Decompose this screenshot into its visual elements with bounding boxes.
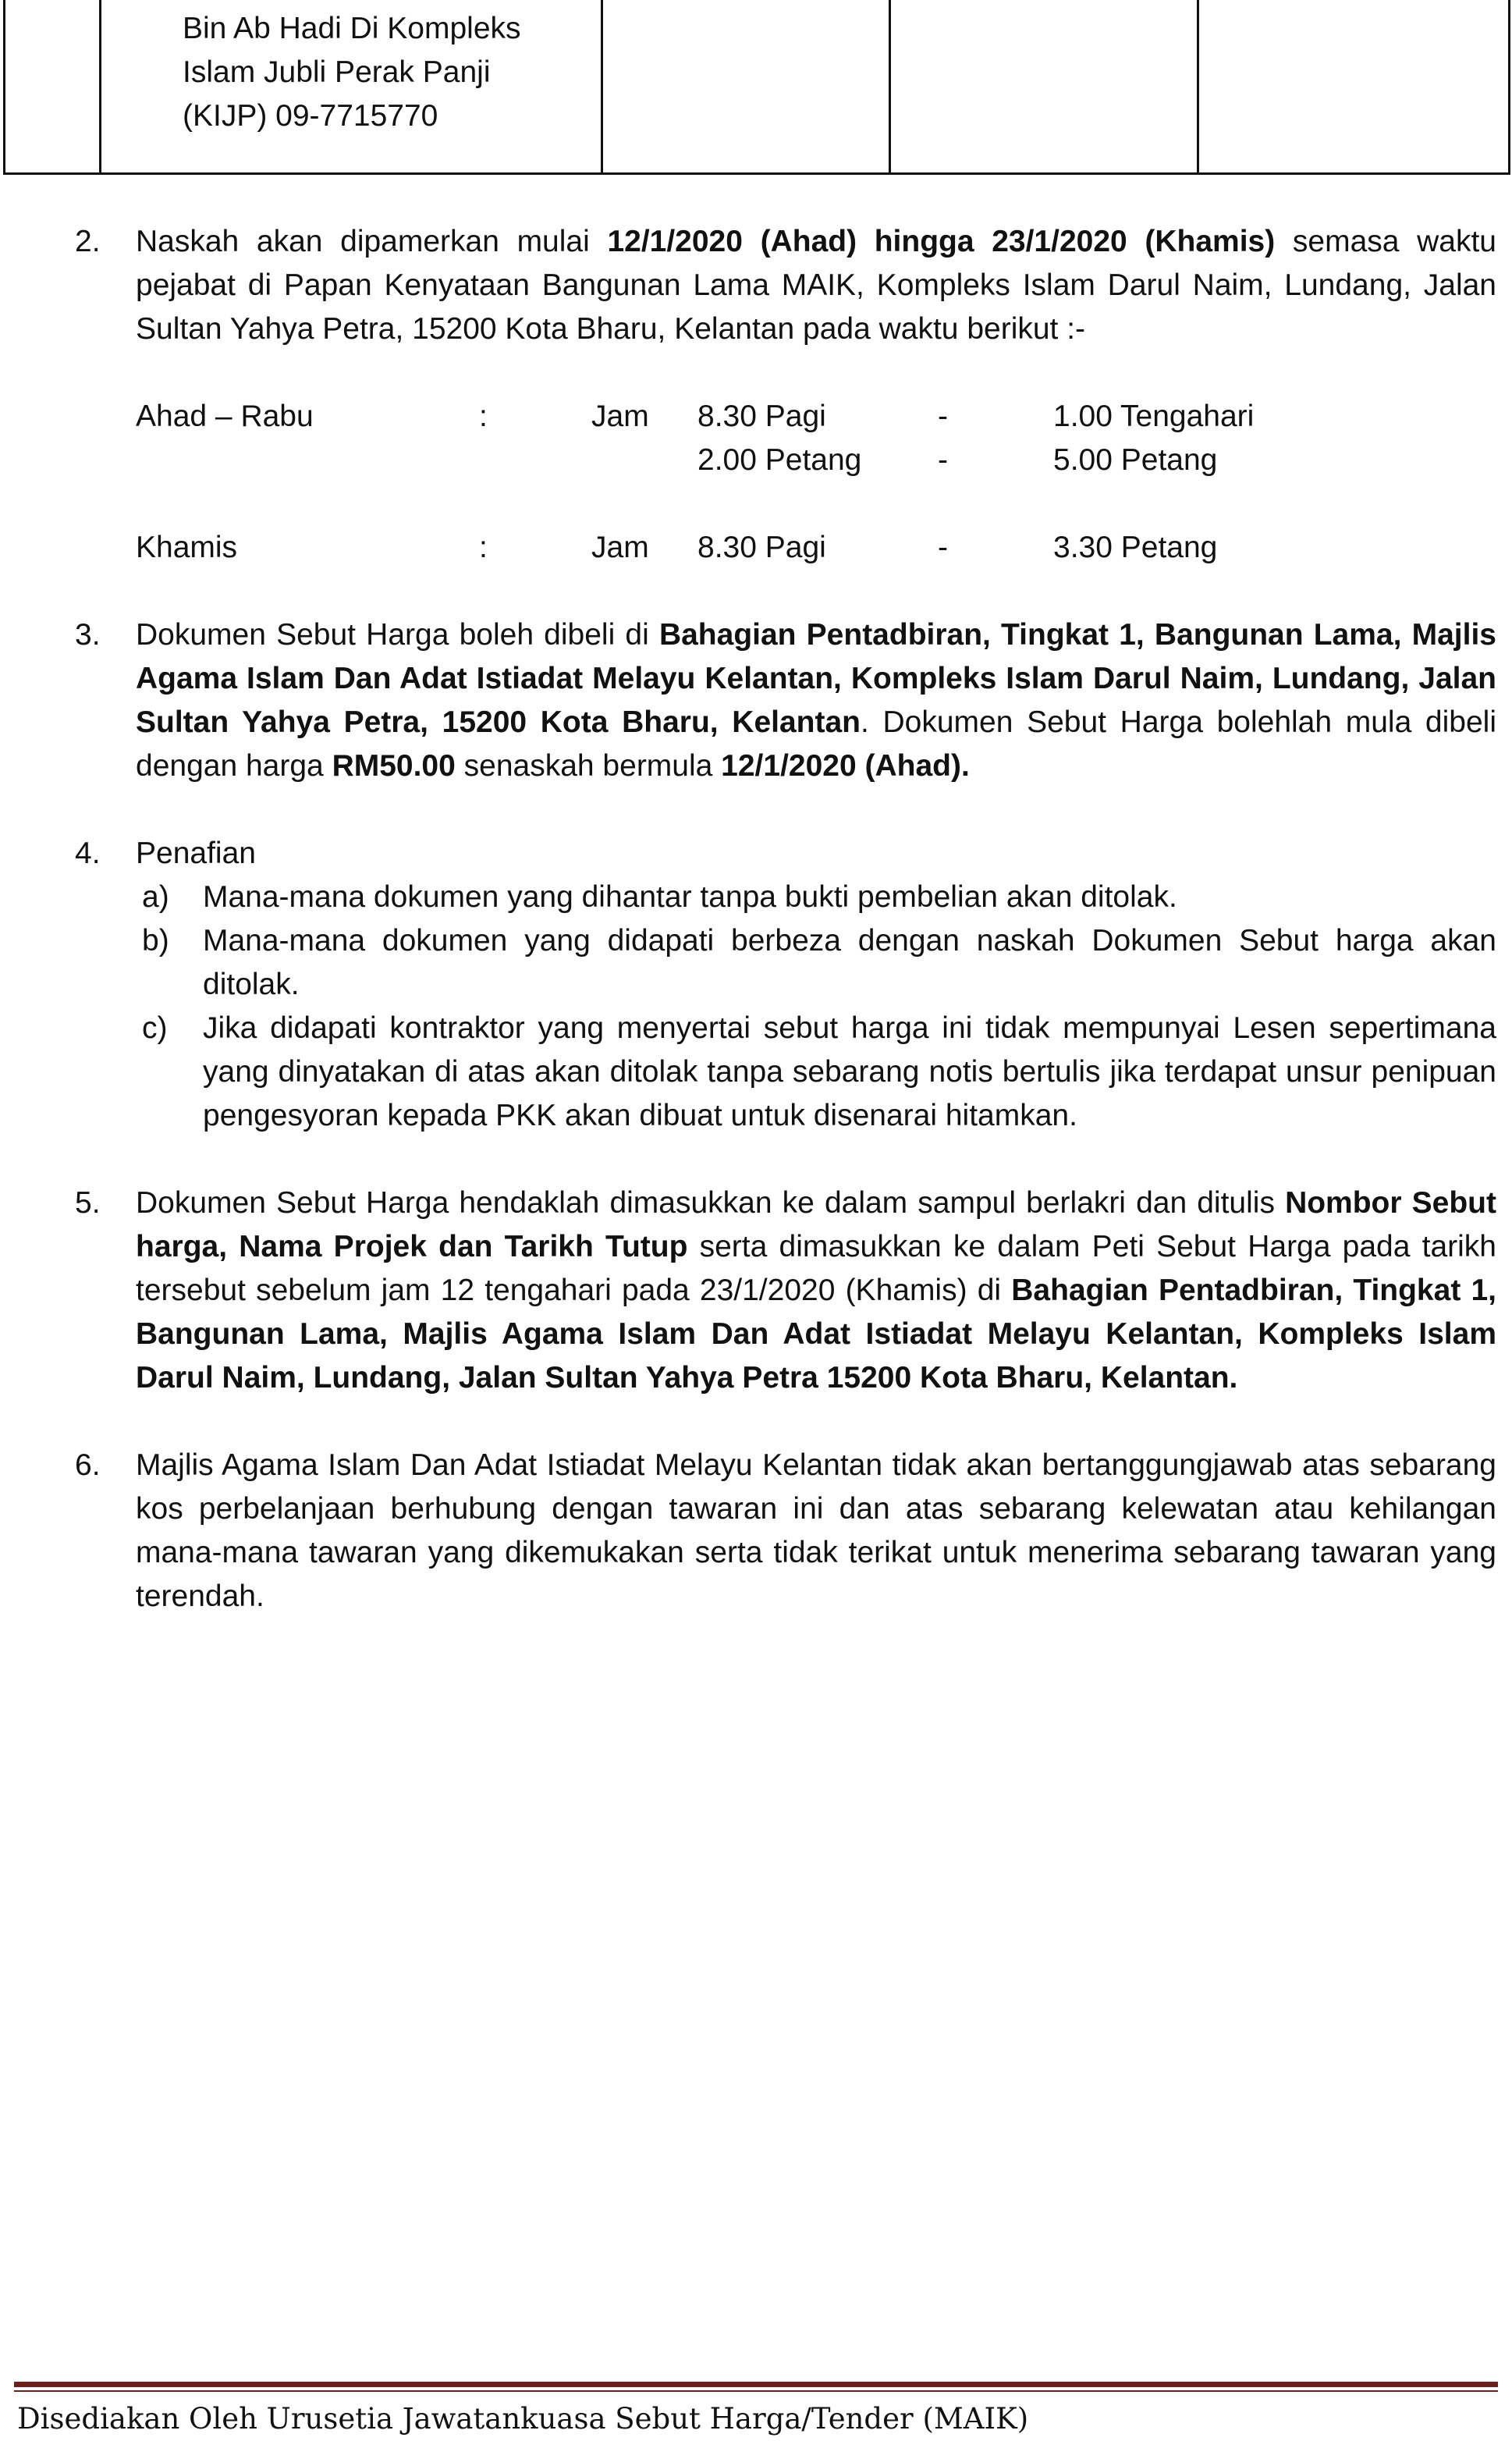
schedule-day: Khamis bbox=[136, 531, 238, 564]
disclaimer-text: Mana-mana dokumen yang dihantar tanpa bukti pembelian akan ditolak. bbox=[203, 880, 1177, 914]
schedule-row bbox=[136, 526, 1496, 570]
item-number: 2. bbox=[75, 225, 101, 258]
item-text: Majlis Agama Islam Dan Adat Istiadat Melayu Kelantan tidak akan bertanggungjawab atas sebarang kos perbelanjaan berhubung dengan tawaran ini dan atas sebarang kelewatan atau kehilangan mana-mana tawaran yang dikemukakan serta tidak terikat untuk menerima sebarang tawaran yang terendah. bbox=[136, 1448, 1496, 1613]
schedule-dash: - bbox=[938, 443, 948, 477]
item-text: Dokumen Sebut Harga hendaklah dimasukkan ke dalam sampul berlakri dan ditulis Nombor Sebut harga, Nama Projek dan Tarikh Tutup serta dimasukkan ke dalam Peti Sebut Harga pada tarikh tersebut sebelum jam 12 tengahari pada 23/1/2020 (Khamis) di Bahagian Pentadbiran, Tingkat 1, Bangunan Lama, Majlis Agama Islam Dan Adat Istiadat Melayu Kelantan, Kompleks Islam Darul Naim, Lundang, Jalan Sultan Yahya Petra 15200 Kota Bharu, Kelantan. bbox=[136, 1186, 1496, 1395]
schedule-dash: - bbox=[938, 400, 948, 433]
item-title: Penafian bbox=[136, 837, 256, 870]
table-cell bbox=[5, 0, 101, 174]
schedule-to: 3.30 Petang bbox=[1053, 531, 1218, 564]
table-row bbox=[5, 0, 1510, 174]
disclaimer-item bbox=[136, 919, 1496, 1007]
table-cell bbox=[602, 0, 890, 174]
disclaimer-label: c) bbox=[142, 1011, 168, 1045]
schedule-dash: - bbox=[938, 531, 948, 564]
schedule-jam: Jam bbox=[591, 400, 649, 433]
item-number: 4. bbox=[75, 837, 101, 870]
address-cell-text bbox=[101, 0, 601, 138]
footer-rule-thin bbox=[14, 2390, 1498, 2392]
item-3 bbox=[75, 613, 1496, 788]
schedule-from: 8.30 Pagi bbox=[697, 531, 826, 564]
schedule-colon: : bbox=[479, 400, 488, 433]
disclaimer-item bbox=[136, 876, 1496, 919]
item-number: 5. bbox=[75, 1186, 101, 1220]
item-number: 3. bbox=[75, 618, 101, 652]
schedule-colon: : bbox=[479, 531, 488, 564]
table-fragment bbox=[3, 0, 1510, 175]
item-4 bbox=[75, 832, 1496, 1138]
disclaimer-item bbox=[136, 1007, 1496, 1138]
item-2 bbox=[75, 220, 1496, 351]
disclaimer-label: a) bbox=[142, 880, 169, 914]
schedule-row bbox=[136, 439, 1496, 482]
schedule-day: Ahad – Rabu bbox=[136, 400, 314, 433]
disclaimer-text: Jika didapati kontraktor yang menyertai sebut harga ini tidak mempunyai Lesen sepertimana yang dinyatakan di atas akan ditolak tanpa sebarang notis bertulis jika terdapat unsur penipuan pengesyoran kepada PKK akan dibuat untuk disenarai hitamkan. bbox=[203, 1011, 1496, 1132]
disclaimer-label: b) bbox=[142, 924, 169, 958]
schedule-from: 8.30 Pagi bbox=[697, 400, 826, 433]
table-cell bbox=[101, 0, 602, 174]
schedule-to: 5.00 Petang bbox=[1053, 443, 1218, 477]
schedule-to: 1.00 Tengahari bbox=[1053, 400, 1255, 433]
schedule-from: 2.00 Petang bbox=[697, 443, 862, 477]
item-text: Dokumen Sebut Harga boleh dibeli di Bahagian Pentadbiran, Tingkat 1, Bangunan Lama, Majlis Agama Islam Dan Adat Istiadat Melayu Kelantan, Kompleks Islam Darul Naim, Lundang, Jalan Sultan Yahya Petra, 15200 Kota Bharu, Kelantan. Dokumen Sebut Harga bolehlah mula dibeli dengan harga RM50.00 senaskah bermula 12/1/2020 (Ahad). bbox=[136, 618, 1496, 783]
item-5 bbox=[75, 1181, 1496, 1400]
cell-line: Islam Jubli Perak Panji bbox=[183, 55, 491, 89]
schedule-row bbox=[136, 395, 1496, 439]
cell-line: (KIJP) 09-7715770 bbox=[183, 99, 438, 133]
table-cell bbox=[1198, 0, 1510, 174]
cell-line: Bin Ab Hadi Di Kompleks bbox=[183, 12, 521, 45]
schedule-jam: Jam bbox=[591, 531, 649, 564]
item-text: Naskah akan dipamerkan mulai 12/1/2020 (Ahad) hingga 23/1/2020 (Khamis) semasa waktu pejabat di Papan Kenyataan Bangunan Lama MAIK, Kompleks Islam Darul Naim, Lundang, Jalan Sultan Yahya Petra, 15200 Kota Bharu, Kelantan pada waktu berikut :- bbox=[136, 225, 1496, 346]
footer-text: Disediakan Oleh Urusetia Jawatankuasa Sebut Harga/Tender (MAIK) bbox=[17, 2402, 1029, 2436]
disclaimer-text: Mana-mana dokumen yang didapati berbeza dengan naskah Dokumen Sebut harga akan ditolak. bbox=[203, 924, 1496, 1001]
item-number: 6. bbox=[75, 1448, 101, 1482]
document-body bbox=[75, 220, 1496, 1662]
table-cell bbox=[890, 0, 1198, 174]
item-6 bbox=[75, 1444, 1496, 1618]
office-hours-schedule bbox=[75, 395, 1496, 570]
footer-rule bbox=[14, 2382, 1498, 2387]
